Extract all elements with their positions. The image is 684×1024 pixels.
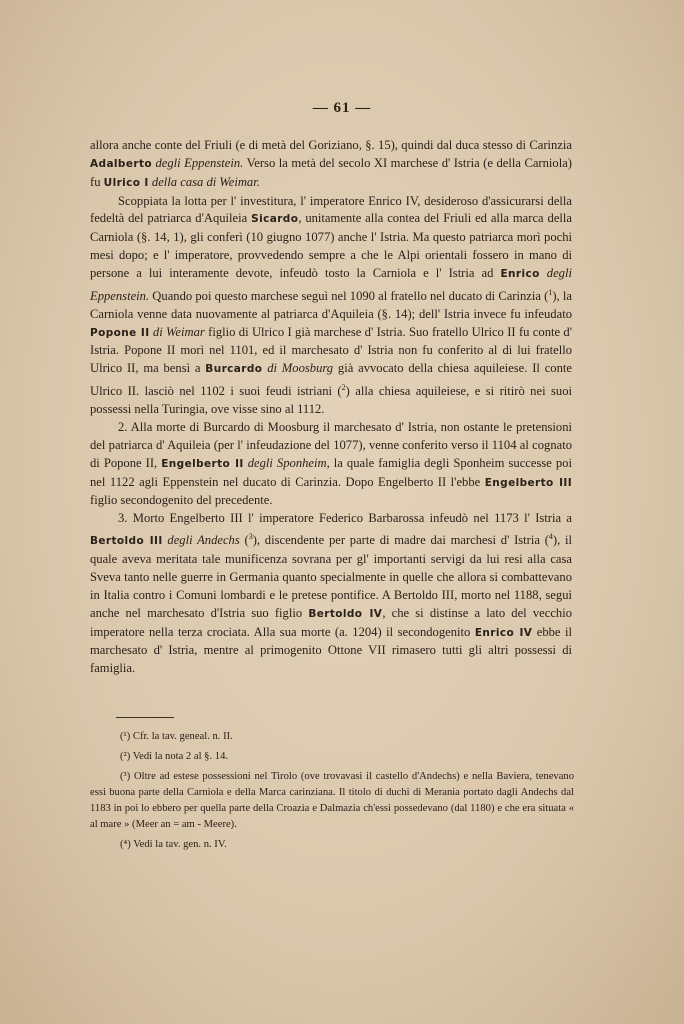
footnote-ref: 4 <box>548 532 553 542</box>
person-name: Enrico <box>500 267 540 280</box>
person-name: Burcardo <box>205 363 263 376</box>
text-run: Quando poi questo marchese seguì nel 1090 al fratello nel ducato di Carinzia ( <box>149 288 549 303</box>
person-name: Bertoldo IV <box>308 607 383 620</box>
paragraph <box>90 193 572 420</box>
italic-text: degli Eppenstein. <box>90 265 572 303</box>
person-name: Popone II <box>90 326 150 339</box>
italic-text: degli Sponheim, <box>247 455 330 470</box>
text-run: già avvocato della chiesa aquileiese. Il conte Ulrico II. lasciò nel 1102 i suoi feudi istriani ( <box>90 361 572 399</box>
footnotes <box>90 729 574 857</box>
person-name: Engelberto II <box>161 457 244 470</box>
text-run: la quale famiglia degli Sponheim successe poi nel 1122 agli Eppenstein nel ducato di Carinzia. Dopo Engelberto II l'ebbe <box>90 455 572 489</box>
footnote: (²) Vedi la nota 2 al §. 14. <box>120 751 229 762</box>
footnote-separator <box>116 717 174 718</box>
paragraph <box>90 137 572 193</box>
person-name: Ulrico I <box>103 176 149 189</box>
text-run: ) alla chiesa aquileiese, e si ritirò nei suoi possessi nella Turingia, ove visse sino al 1112. <box>90 384 572 417</box>
italic-text: di Moosburg <box>267 361 334 376</box>
text-run: Verso la metà del secolo XI marchese d' Istria (e della Carniola) fu <box>90 155 573 189</box>
paragraph <box>90 510 572 678</box>
person-name: Bertoldo III <box>90 535 163 548</box>
footnote: (¹) Cfr. la tav. geneal. n. II. <box>120 731 233 742</box>
person-name: Engelberto III <box>484 476 572 489</box>
text-run: 2. Alla morte di Burcardo di Moosburg il marchesato d' Istria, non ostante le pretensioni del patriarca d' Aquileia (per l' infeudazione del 1077), venne conferito verso il 1104 al cognato di Popone II, <box>90 420 572 470</box>
main-text <box>90 137 572 678</box>
footnote: (³) Oltre ad estese possessioni nel Tirolo (ove trovavasi il castello d'Andechs) e nella Baviera, tenevano essi buona parte della Carniola e della Marca carinziana. Il titolo di duchi di Merania portato dagli Andechs dal 1183 in poi lo ebbero per quella parte della Croazia e Dalmazia ch'essi possedevano (dal 1180) e che era situata « al mare » (Meer an = am - Meere). <box>90 771 574 830</box>
text-run: ), discendente per parte di madre dai marchesi d' Istria ( <box>252 533 549 548</box>
text-run: Scoppiata la lotta per l' investitura, l' imperatore Enrico IV, desideroso d'assicurarsi della fedeltà del patriarca d'Aquileia <box>90 193 572 226</box>
text-run: ebbe il marchesato d' Istria, mentre al primogenito Ottone VII rimasero tutti gli altri possessi di famiglia. <box>90 624 572 676</box>
person-name: Enrico IV <box>474 626 533 639</box>
person-name: Sicardo <box>251 213 299 226</box>
text-run: 3. Morto Engelberto III l' imperatore Federico Barbarossa infeudò nel 1173 l' Istria a <box>118 511 572 526</box>
footnote-ref: 1 <box>548 287 553 297</box>
text-run: ), il quale aveva meritata tale munificenza sovrana per gl' importanti servigi da lui resi alla casa Sveva tanto nelle guerre in Germania quanto specialmente in quelle che allora si combattevano in Italia contro i Comuni lombardi e le pretese pontifice. A Bertoldo III, morto nel 1188, seguì anche nel marchesato d'Istria suo figlio <box>90 533 572 620</box>
italic-text: di Weimar <box>152 324 205 339</box>
text-run: ( <box>239 533 249 548</box>
footnote-ref: 3 <box>248 532 253 542</box>
text-run: , unitamente alla contea del Friuli ed alla marca della Carniola (§. 14, 1), gli conferì (10 giugno 1077) anche l' Istria. Ma questo patriarca morì pochi mesi dopo; e l' imperatore, provvedendo sempre a che le Alpi orientali fossero in mano di persone a lui interamente devote, infeudò tosto la Carniola e l' Istria ad <box>90 211 572 280</box>
paragraph <box>90 419 572 510</box>
footnote: (⁴) Vedi la tav. gen. n. IV. <box>120 839 227 850</box>
text-run: figlio di Ulrico I già marchese d' Istria. Suo fratello Ulrico II fu conte d' Istria. Popone II morì nel 1101, ed il marchesato d' Istria non fu conferito al di lui fratello Ulrico II, ma bensì a <box>90 324 573 376</box>
page-number: — 61 — <box>312 100 372 116</box>
text-run <box>540 266 547 280</box>
italic-text: degli Eppenstein. <box>155 155 244 170</box>
footnote-ref: 2 <box>341 383 346 393</box>
text-run: ), la Carniola venne data nuovamente al patriarca d'Aquileia (§. 14); dell' Istria invece fu infeudato <box>90 288 572 321</box>
person-name: Adalberto <box>90 157 152 170</box>
italic-text: degli Andechs <box>167 533 240 548</box>
italic-text: della casa di Weimar. <box>151 174 260 189</box>
text-run: , che si distinse a lato del vecchio imperatore nella terza crociata. Alla sua morte (a. 1204) il secondogenito <box>90 605 573 639</box>
text-run: figlio secondogenito del precedente. <box>90 493 273 508</box>
text-run: allora anche conte del Friuli (e di metà del Goriziano, §. 15), quindi dal duca stesso di Carinzia <box>90 138 572 152</box>
